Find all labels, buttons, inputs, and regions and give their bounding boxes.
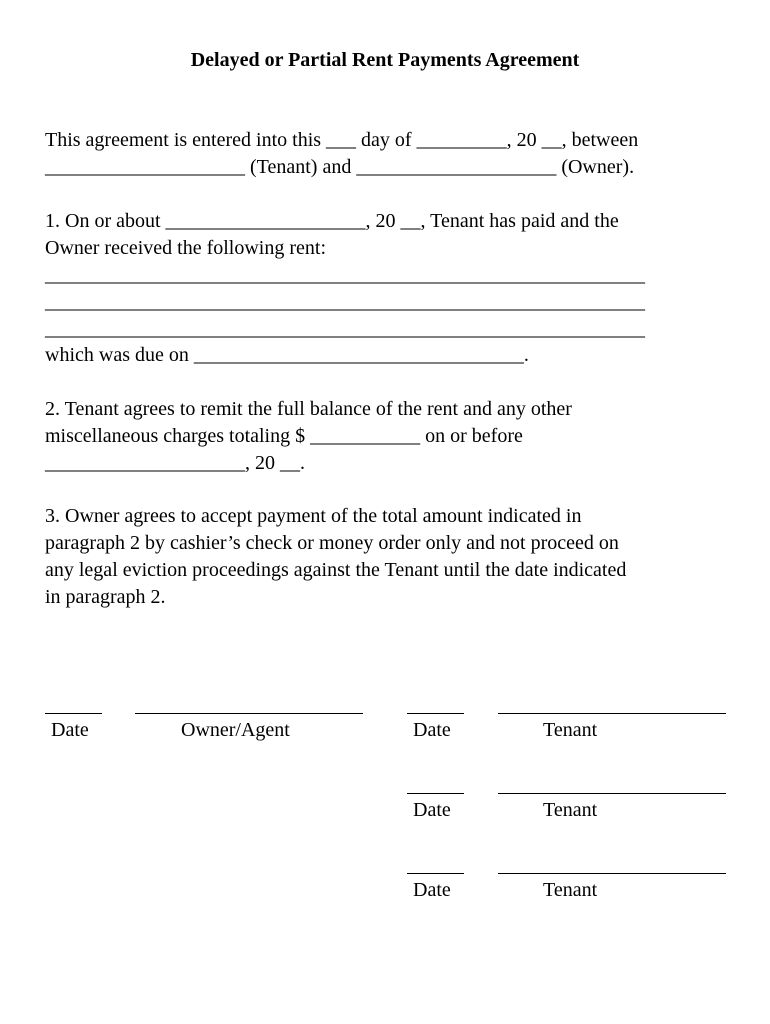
owner-signature-line <box>135 713 363 714</box>
para3-line-1: 3. Owner agrees to accept payment of the total amount indicated in <box>45 505 582 527</box>
document-title: Delayed or Partial Rent Payments Agreement <box>190 49 580 71</box>
tenant-2-date-label: Date <box>413 799 451 821</box>
para3-line-3: any legal eviction proceedings against the Tenant until the date indicated <box>45 559 627 581</box>
para3-line-2: paragraph 2 by cashier’s check or money order only and not proceed on <box>45 532 619 554</box>
owner-date-label: Date <box>51 719 89 741</box>
tenant-1-signature-line <box>498 713 726 714</box>
tenant-1-date-label: Date <box>413 719 451 741</box>
intro-line-2: ____________________ (Tenant) and ____________________ (Owner). <box>45 156 635 178</box>
tenant-3-date-line <box>407 873 464 874</box>
tenant-1-date-line <box>407 713 464 714</box>
tenant-2-date-line <box>407 793 464 794</box>
intro-line-1: This agreement is entered into this ___ day of _________, 20 __, between <box>45 129 639 151</box>
owner-agent-label: Owner/Agent <box>181 719 290 741</box>
para1-blank-line-2: ____________________________________________________________ <box>45 291 645 313</box>
tenant-2-label: Tenant <box>543 799 598 821</box>
tenant-1-label: Tenant <box>543 719 598 741</box>
para2-line-3: ____________________, 20 __. <box>45 452 305 474</box>
para1-blank-line-1: ____________________________________________________________ <box>45 264 645 286</box>
owner-date-line <box>45 713 102 714</box>
tenant-3-date-label: Date <box>413 879 451 901</box>
para1-line-2: Owner received the following rent: <box>45 237 327 259</box>
para1-blank-line-3: ____________________________________________________________ <box>45 318 645 340</box>
tenant-3-signature-line <box>498 873 726 874</box>
para1-line-1: 1. On or about ____________________, 20 __, Tenant has paid and the <box>45 210 619 232</box>
para3-line-4: in paragraph 2. <box>45 586 166 608</box>
para1-line-due: which was due on _________________________________. <box>45 344 529 366</box>
tenant-3-label: Tenant <box>543 879 598 901</box>
para2-line-2: miscellaneous charges totaling $ ___________ on or before <box>45 425 523 447</box>
para2-line-1: 2. Tenant agrees to remit the full balance of the rent and any other <box>45 398 572 420</box>
tenant-2-signature-line <box>498 793 726 794</box>
